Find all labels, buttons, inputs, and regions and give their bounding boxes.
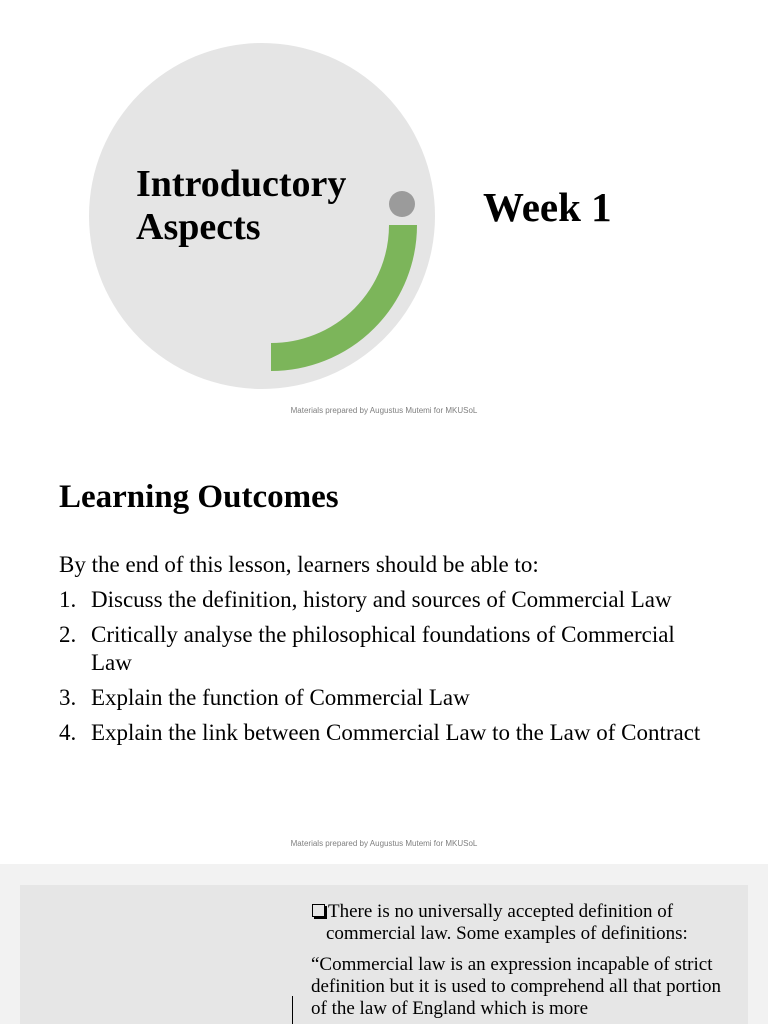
outcome-text: Explain the link between Commercial Law to the Law of Contract: [91, 720, 701, 745]
checkbox-icon: [312, 904, 325, 917]
slide-title: Introductory Aspects: [136, 163, 347, 248]
title-slide: [0, 0, 768, 434]
outcome-number: 2.: [59, 622, 77, 647]
outcome-text: Discuss the definition, history and sources of Commercial Law: [91, 587, 672, 612]
definition-bullet: [312, 901, 732, 945]
week-label: Week 1: [483, 184, 612, 230]
outcome-item: [59, 684, 719, 712]
bullet-text-line2: commercial law. Some examples of definitions:: [326, 923, 688, 944]
learning-outcomes-intro: By the end of this lesson, learners should be able to:: [59, 552, 539, 577]
slide-footer: Materials prepared by Augustus Mutemi for MKUSoL: [290, 839, 478, 848]
grey-dot: [389, 191, 415, 217]
outcome-text: Critically analyse the philosophical foundations of Commercial Law: [91, 622, 675, 675]
definition-slide: [20, 885, 748, 1024]
definition-quote: “Commercial law is an expression incapable of strict definition but it is used to comprehend all that portion of the law of England which is more: [311, 954, 722, 1019]
learning-outcomes-list: [59, 586, 719, 754]
bullet-text-line1: There is no universally accepted definition of: [328, 901, 674, 922]
text-cursor-divider: [292, 996, 293, 1024]
outcome-text: Explain the function of Commercial Law: [91, 685, 470, 710]
outcome-number: 1.: [59, 587, 77, 612]
decorative-arc: [0, 0, 768, 434]
outcome-number: 4.: [59, 720, 77, 745]
outcome-item: [59, 621, 719, 677]
outcome-item: [59, 719, 719, 747]
learning-outcomes-slide: [0, 434, 768, 864]
outcome-item: [59, 586, 719, 614]
outcome-number: 3.: [59, 685, 77, 710]
learning-outcomes-title: Learning Outcomes: [59, 479, 339, 515]
slide-footer: Materials prepared by Augustus Mutemi for MKUSoL: [290, 406, 478, 415]
